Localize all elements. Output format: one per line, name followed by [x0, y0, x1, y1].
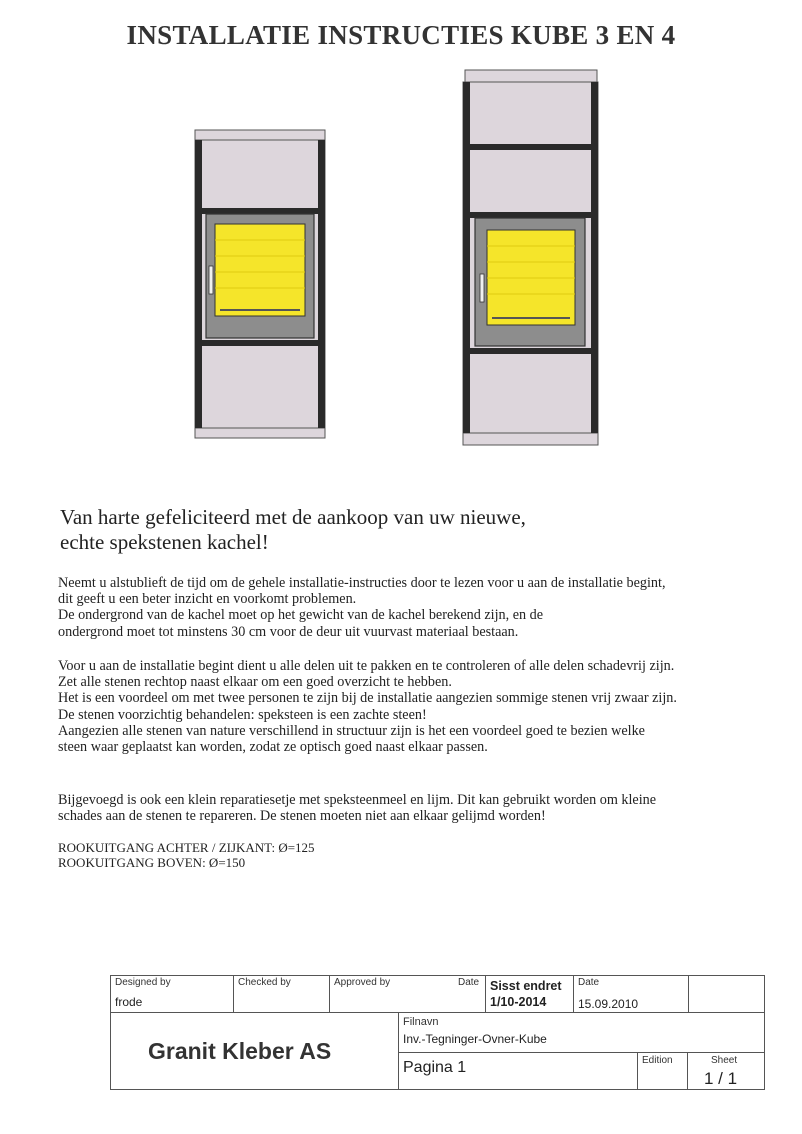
- stove-kube-3-icon: [190, 128, 330, 443]
- page-number: Pagina 1: [403, 1059, 467, 1076]
- intro-line-2: echte spekstenen kachel!: [60, 530, 269, 554]
- paragraph-reading: [58, 575, 778, 640]
- text-line: De stenen voorzichtig behandelen: speksteen is een zachte steen!: [58, 706, 427, 723]
- intro-heading: [60, 505, 700, 555]
- sheet-value: 1 / 1: [704, 1069, 738, 1088]
- spec-line: ROOKUITGANG BOVEN: Ø=150: [58, 855, 246, 870]
- text-line: steen waar geplaatst kan worden, zodat ze optisch goed naast elkaar passen.: [58, 739, 488, 756]
- designed-by-value: frode: [115, 995, 143, 1009]
- text-line: Aangezien alle stenen van nature verschillend in structuur zijn is het een voordeel goed te bezien welke: [58, 722, 645, 739]
- date2-value: 15.09.2010: [578, 997, 639, 1011]
- page-title: INSTALLATIE INSTRUCTIES KUBE 3 EN 4: [126, 20, 676, 50]
- text-line: De ondergrond van de kachel moet op het gewicht van de kachel berekend zijn, en de: [58, 607, 544, 624]
- text-line: Bijgevoegd is ook een klein reparatiesetje met speksteenmeel en lijm. Dit kan gebruikt worden om kleine: [58, 792, 657, 808]
- spec-line: ROOKUITGANG ACHTER / ZIJKANT: Ø=125: [58, 840, 315, 855]
- text-line: ondergrond moet tot minstens 30 cm voor de deur uit vuurvast materiaal bestaan.: [58, 623, 519, 640]
- last-changed-value: 1/10-2014: [490, 995, 547, 1009]
- text-line: Neemt u alstublieft de tijd om de gehele installatie-instructies door te lezen voor u aan de installatie begint,: [58, 575, 666, 591]
- checked-by-label: Checked by: [238, 977, 291, 988]
- date2-label: Date: [578, 977, 600, 988]
- paragraph-repair-kit: [58, 792, 778, 824]
- text-line: schades aan de stenen te repareren. De stenen moeten niet aan elkaar gelijmd worden!: [58, 808, 546, 825]
- intro-line-1: Van harte gefeliciteerd met de aankoop van uw nieuwe,: [60, 505, 526, 529]
- text-line: Zet alle stenen rechtop naast elkaar om een goed overzicht te hebben.: [58, 674, 452, 691]
- text-line: Voor u aan de installatie begint dient u alle delen uit te pakken en te controleren of alle delen schadevrij zijn.: [58, 658, 675, 674]
- filename-label: Filnavn: [403, 1016, 439, 1028]
- text-line: Het is een voordeel om met twee personen te zijn bij de installatie aangezien sommige stenen vrij zwaar zijn.: [58, 690, 677, 707]
- stove-kube-4-icon: [458, 68, 603, 453]
- approved-by-label: Approved by: [334, 977, 391, 988]
- company-name: Granit Kleber AS: [148, 1038, 332, 1064]
- date-label: Date: [458, 977, 480, 988]
- designed-by-label: Designed by: [115, 977, 171, 988]
- title-block: [110, 975, 765, 1090]
- edition-label: Edition: [642, 1055, 673, 1066]
- paragraph-unpacking: [58, 658, 778, 755]
- sheet-label: Sheet: [711, 1055, 738, 1066]
- flue-specs: [58, 840, 778, 870]
- filename-value: Inv.-Tegninger-Ovner-Kube: [403, 1032, 547, 1046]
- last-changed-label: Sisst endret: [490, 979, 562, 993]
- text-line: dit geeft u een beter inzicht en voorkomt problemen.: [58, 591, 357, 608]
